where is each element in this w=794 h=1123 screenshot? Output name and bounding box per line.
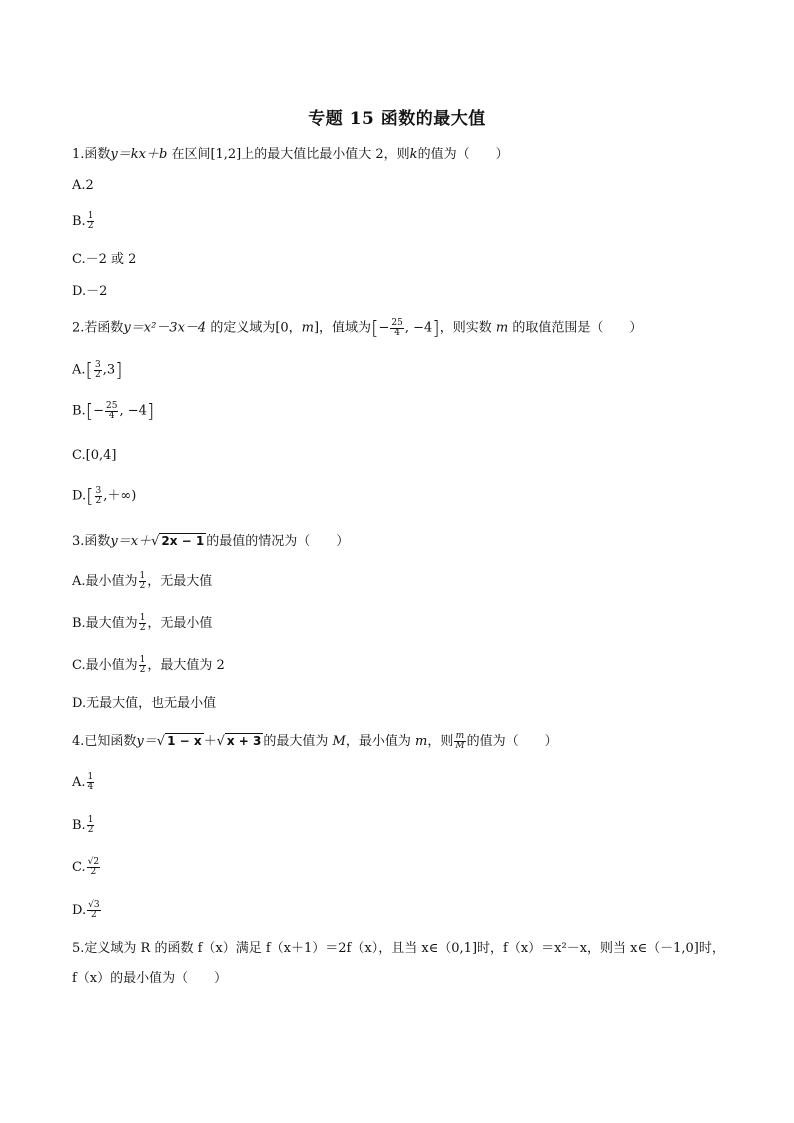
fraction: $\frac{√2}{2}$ xyxy=(87,857,100,877)
question-5-stem-line-2: f（x）的最小值为（ ） xyxy=(72,971,228,986)
fraction: $\frac{m}{M}$ xyxy=(455,731,465,751)
question-2-stem: 2.若函数y＝x²－3x－4 的定义域为[0，m]，值域为[− $\frac{25}{4}$ , −4]，则实数 m 的取值范围是（ ） xyxy=(72,317,643,339)
question-2-option-d: D.[ $\frac{3}{2}$ ,＋∞) xyxy=(72,485,137,507)
question-4-option-b: B. $\frac{1}{2}$ xyxy=(72,815,94,835)
fraction: $\frac{3}{2}$ xyxy=(95,485,102,506)
fraction: $\frac{25}{4}$ xyxy=(106,400,118,421)
question-4-option-c: C. $\frac{√2}{2}$ xyxy=(72,857,100,877)
question-4-option-d: D. $\frac{√3}{2}$ xyxy=(72,900,100,920)
fraction: $\frac{1}{2}$ xyxy=(87,815,94,835)
question-3-option-c: C.最小值为 $\frac{1}{2}$ ，最大值为 2 xyxy=(72,655,225,675)
square-root: √ x + 3 xyxy=(216,734,262,749)
question-2-option-c: C.[0,4] xyxy=(72,448,117,463)
fraction: $\frac{1}{4}$ xyxy=(87,772,94,792)
question-3-option-a: A.最小值为 $\frac{1}{2}$ ，无最大值 xyxy=(72,571,213,591)
question-1-option-a: A.2 xyxy=(72,178,94,193)
question-3-option-d: D.无最大值，也无最小值 xyxy=(72,696,217,711)
question-1-stem: 1.函数y＝kx＋b 在区间[1,2]上的最大值比最小值大 2，则k的值为（ ） xyxy=(72,147,509,162)
question-4-stem: 4.已知函数y＝√ 1 − x ＋√ x + 3 的最大值为 M，最小值为 m，则 $\frac{m}{M}$ 的值为（ ） xyxy=(72,731,558,751)
fraction: $\frac{1}{2}$ xyxy=(87,211,94,231)
question-3-stem: 3.函数y＝x＋√ 2x − 1 的最值的情况为（ ） xyxy=(72,531,349,552)
question-2-option-b: B.[− $\frac{25}{4}$ , −4] xyxy=(72,400,155,422)
fraction: $\frac{25}{4}$ xyxy=(391,317,403,338)
question-1-option-d: D.－2 xyxy=(72,284,108,299)
square-root: √ 2x − 1 xyxy=(151,534,205,549)
question-3-option-b: B.最大值为 $\frac{1}{2}$ ，无最小值 xyxy=(72,613,213,633)
question-1-option-c: C.－2 或 2 xyxy=(72,252,137,267)
fraction: $\frac{3}{2}$ xyxy=(94,359,101,380)
question-4-option-a: A. $\frac{1}{4}$ xyxy=(72,772,94,792)
question-2-option-a: A.[ $\frac{3}{2}$ ,3] xyxy=(72,359,123,381)
fraction: $\frac{1}{2}$ xyxy=(139,655,146,675)
fraction: $\frac{1}{2}$ xyxy=(139,571,146,591)
page-title: 专题 15 函数的最大值 xyxy=(308,109,486,129)
fraction: $\frac{√3}{2}$ xyxy=(88,900,100,920)
question-5-stem-line-1: 5.定义域为 R 的函数 f（x）满足 f（x＋1）＝2f（x），且当 x∈（0,1]时，f（x）＝x²－x，则当 x∈（－1,0]时， xyxy=(72,941,725,956)
fraction: $\frac{1}{2}$ xyxy=(139,613,146,633)
square-root: √ 1 − x xyxy=(156,734,202,749)
question-1-option-b: B. $\frac{1}{2}$ xyxy=(72,211,94,231)
